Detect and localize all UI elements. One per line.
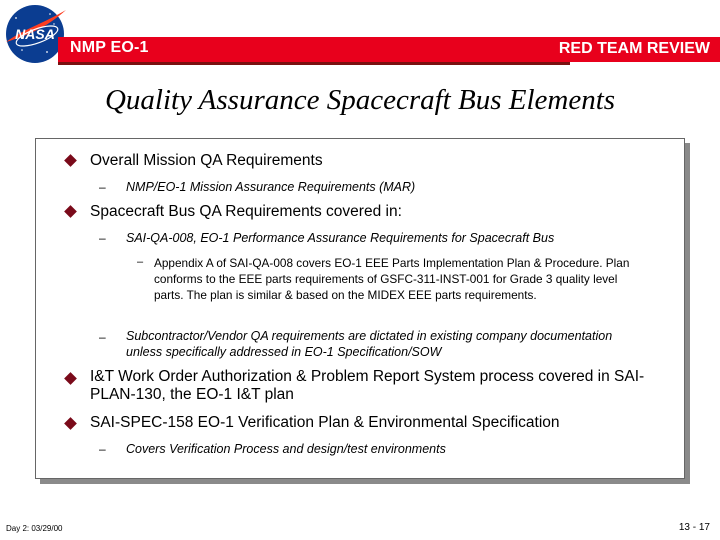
nasa-logo-text: NASA — [15, 26, 55, 42]
slide-title: Quality Assurance Spacecraft Bus Elements — [104, 84, 616, 116]
bullet-overall-mission-qa: Overall Mission QA Requirements — [90, 152, 323, 169]
dash-marker: – — [99, 442, 106, 456]
sub-bullet-subcontractor-qa: Subcontractor/Vendor QA requirements are dictated in existing company documentation unless specifically addressed in EO-1 Specification/SOW — [126, 329, 613, 359]
bullet-sai-spec-158: SAI-SPEC-158 EO-1 Verification Plan & Environmental Specification — [90, 414, 560, 431]
dash-marker: – — [99, 180, 106, 194]
dash-marker: – — [137, 256, 144, 268]
footer-date: Day 2: 03/29/00 — [6, 524, 63, 533]
sub-bullet-verification-process: Covers Verification Process and design/test environments — [126, 442, 446, 456]
page-number: 13 - 17 — [678, 522, 710, 533]
bullet-it-work-order: I&T Work Order Authorization & Problem Report System process covered in SAI-PLAN-130, the EO-1 I&T plan — [90, 368, 645, 403]
bullet-spacecraft-bus-qa: Spacecraft Bus QA Requirements covered in: — [90, 203, 402, 220]
header-banner-shadow — [58, 62, 570, 65]
program-label: NMP EO-1 — [70, 39, 149, 56]
sub-bullet-mar: NMP/EO-1 Mission Assurance Requirements (MAR) — [126, 180, 416, 194]
sub-bullet-sai-qa-008: SAI-QA-008, EO-1 Performance Assurance Requirements for Spacecraft Bus — [126, 231, 555, 245]
dash-marker: – — [99, 231, 106, 245]
dash-marker: – — [99, 330, 106, 344]
sub-sub-bullet-appendix-a: Appendix A of SAI-QA-008 covers EO-1 EEE Parts Implementation Plan & Procedure. Plan conforms to the EEE parts requirements of GSFC-311-INST-001 for Grade 3 quality level parts. The plan is similar & based on the MIDEX EEE parts requirements. — [154, 256, 630, 302]
review-label: RED TEAM REVIEW — [558, 40, 710, 57]
